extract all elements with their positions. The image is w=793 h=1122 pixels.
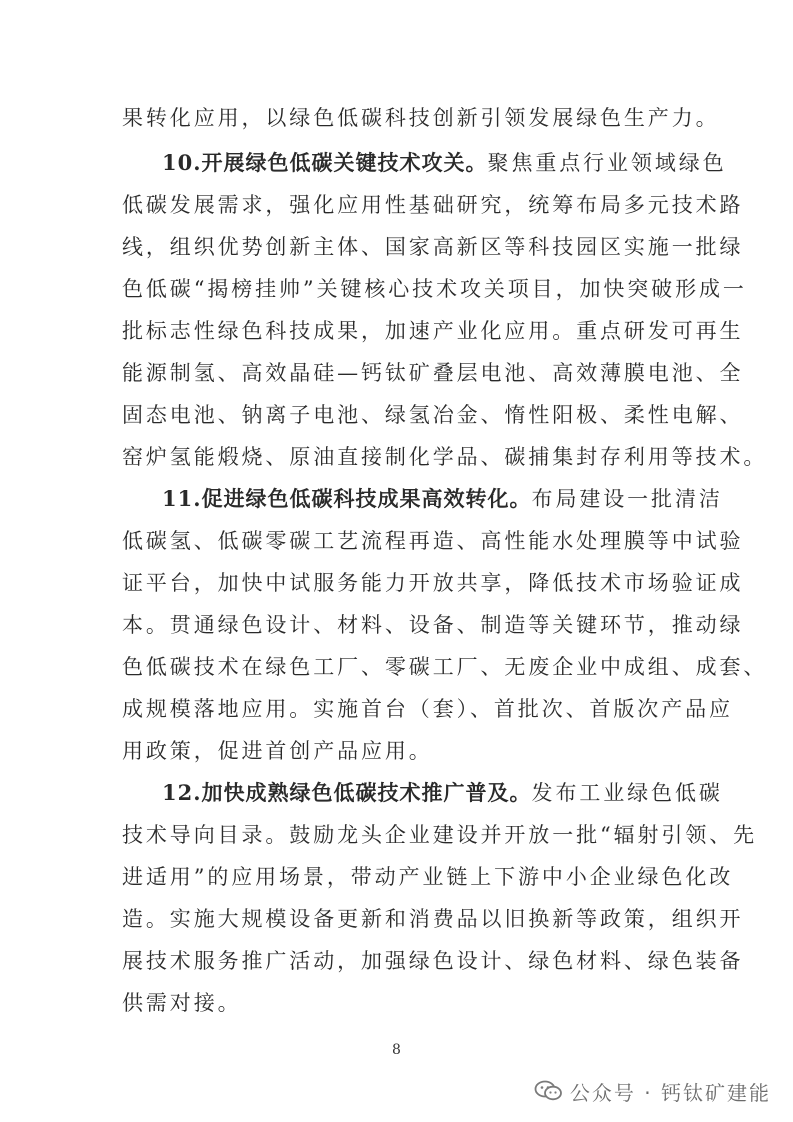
section-11-heading: 11.促进绿色低碳科技成果高效转化。 [162,486,532,511]
paragraph-line: 展技术服务推广活动，加强绿色设计、绿色材料、绿色装备 [122,949,744,973]
paragraph-line: 批标志性绿色科技成果，加速产业化应用。重点研发可再生 [122,319,744,343]
section-10-heading: 10.开展绿色低碳关键技术攻关。 [162,150,488,175]
section-10-first-line [162,148,727,178]
paragraph-line: 成规模落地应用。实施首台（套）、首批次、首版次产品应 [122,697,733,721]
paragraph-line: 用政策，促进首创产品应用。 [122,739,433,763]
paragraph-line: 果转化应用，以绿色低碳科技创新引领发展绿色生产力。 [122,106,720,130]
paragraph-line: 本。贯通绿色设计、材料、设备、制造等关键环节，推动绿 [122,613,744,637]
section-11-first-line [162,484,723,514]
paragraph-line: 色低碳技术在绿色工厂、零碳工厂、无废企业中成组、成套、 [122,655,768,679]
section-11-text: 布局建设一批清洁 [531,487,723,511]
watermark [534,1078,771,1104]
paragraph-line: 窑炉氢能煅烧、原油直接制化学品、碳捕集封存利用等技术。 [122,445,768,469]
paragraph-line: 线，组织优势创新主体、国家高新区等科技园区实施一批绿 [122,235,744,259]
section-12-text: 发布工业绿色低碳 [531,781,723,805]
paragraph-line: 低碳发展需求，强化应用性基础研究，统筹布局多元技术路 [122,193,744,217]
page-number: 8 [392,1042,401,1058]
paragraph-line: 进适用”的应用场景，带动产业链上下游中小企业绿色化改 [122,865,734,889]
paragraph-line: 色低碳“揭榜挂帅”关键核心技术攻关项目，加快突破形成一 [122,277,747,301]
section-10-text: 聚焦重点行业领域绿色 [487,151,727,175]
section-12-heading: 12.加快成熟绿色低碳技术推广普及。 [162,780,532,805]
watermark-text: 公众号 · 钙钛矿建能 [569,1080,771,1105]
paragraph-line: 低碳氢、低碳零碳工艺流程再造、高性能水处理膜等中试验 [122,529,744,553]
paragraph-line: 证平台，加快中试服务能力开放共享，降低技术市场验证成 [122,571,744,595]
paragraph-line: 能源制氢、高效晶硅—钙钛矿叠层电池、高效薄膜电池、全 [122,361,744,385]
wechat-icon [534,1079,564,1103]
paragraph-line: 固态电池、钠离子电池、绿氢冶金、惰性阳极、柔性电解、 [122,403,744,427]
paragraph-line: 供需对接。 [122,991,242,1015]
paragraph-line: 技术导向目录。鼓励龙头企业建设并开放一批“辐射引领、先 [122,823,758,847]
paragraph-line: 造。实施大规模设备更新和消费品以旧换新等政策，组织开 [122,907,744,931]
section-12-first-line [162,778,723,808]
